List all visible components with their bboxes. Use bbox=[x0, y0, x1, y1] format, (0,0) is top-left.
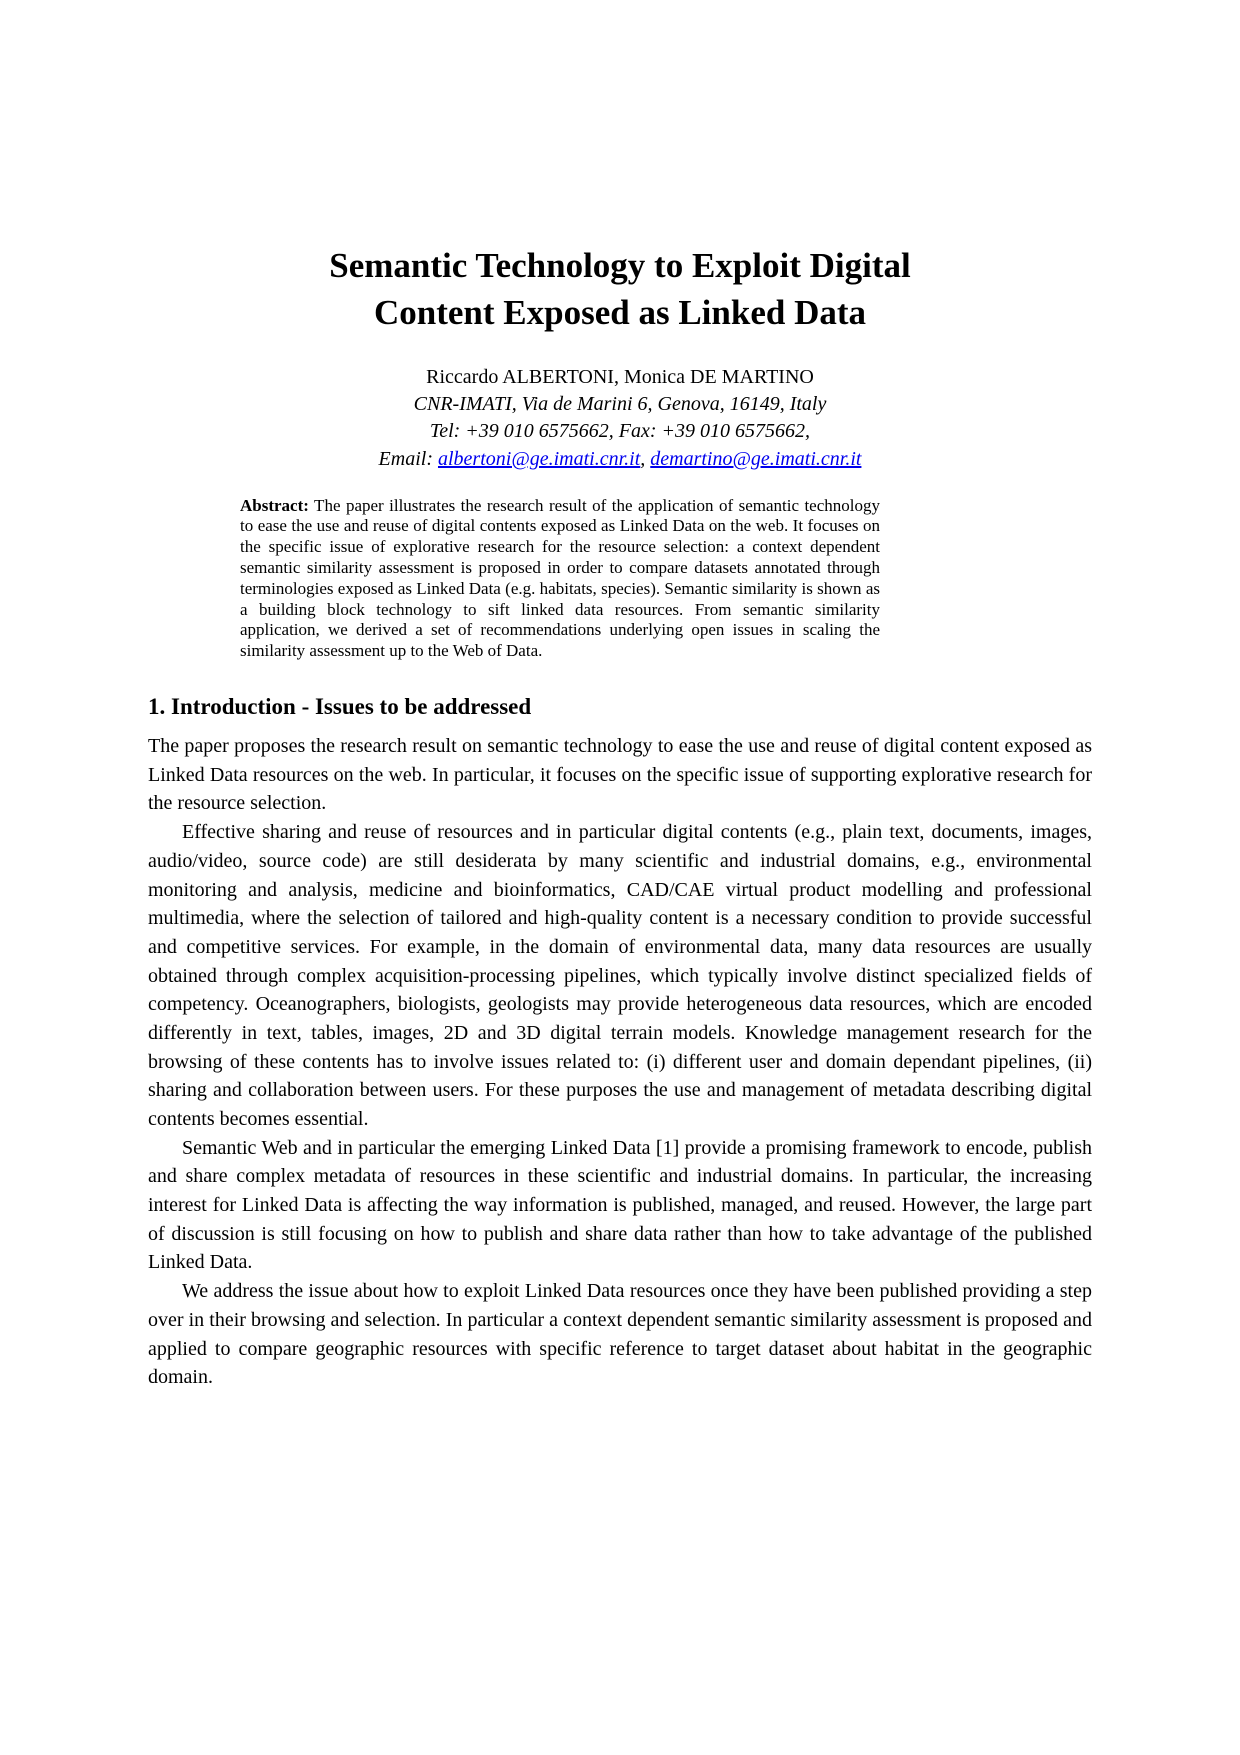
author-block bbox=[148, 363, 1092, 474]
paragraph-4: We address the issue about how to exploit Linked Data resources once they have been published providing a step over in their browsing and selection. In particular a context dependent semantic similarity assessment is proposed and applied to compare geographic resources with specific reference to target dataset about habitat in the geographic domain. bbox=[148, 1280, 1092, 1389]
paragraph-2: Effective sharing and reuse of resources and in particular digital contents (e.g., plain text, documents, images, audio/video, source code) are still desiderata by many scientific and industrial domains, e.g., environmental monitoring and analysis, medicine and bioinformatics, CAD/CAE virtual product modelling and professional multimedia, where the selection of tailored and high-quality content is a necessary condition to provide successful and competitive services. For example, in the domain of environmental data, many data resources are usually obtained through complex acquisition-processing pipelines, which typically involve distinct specialized fields of competency. Oceanographers, biologists, geologists may provide heterogeneous data resources, which are encoded differently in text, tables, images, 2D and 3D digital terrain models. Knowledge management research for the browsing of these contents has to involve issues related to: (i) different user and domain dependant pipelines, (ii) sharing and collaboration between users. For these purposes the use and management of metadata describing digital contents becomes essential. bbox=[148, 821, 1092, 1130]
email-label: Email: bbox=[378, 447, 438, 470]
paragraph-3: Semantic Web and in particular the emerging Linked Data [1] provide a promising framework to encode, publish and share complex metadata of resources in these scientific and industrial domains. In particular, the increasing interest for Linked Data is affecting the way information is published, managed, and reused. However, the large part of discussion is still focusing on how to publish and share data rather than how to take advantage of the published Linked Data. bbox=[148, 1136, 1092, 1274]
email-separator: , bbox=[640, 447, 651, 470]
paper-title-line1: Semantic Technology to Exploit Digital bbox=[329, 246, 911, 285]
affiliation-line: CNR-IMATI, Via de Marini 6, Genova, 16149, Italy bbox=[413, 392, 827, 415]
abstract bbox=[240, 496, 880, 663]
email-line bbox=[148, 446, 1092, 474]
phone-fax-line: Tel: +39 010 6575662, Fax: +39 010 6575662, bbox=[429, 420, 811, 443]
section-heading-introduction: 1. Introduction - Issues to be addressed bbox=[148, 694, 532, 720]
paper-title bbox=[148, 243, 1092, 337]
paragraph-1: The paper proposes the research result on semantic technology to ease the use and reuse of digital content exposed as Linked Data resources on the web. In particular, it focuses on the specific issue of supporting explorative research for the resource selection. bbox=[148, 735, 1092, 815]
email-link-demartino[interactable]: demartino@ge.imati.cnr.it bbox=[650, 447, 862, 470]
paper-title-line2: Content Exposed as Linked Data bbox=[373, 292, 867, 332]
abstract-label: Abstract: bbox=[240, 495, 309, 515]
abstract-text: The paper illustrates the research result of the application of semantic technology to ease the use and reuse of digital contents exposed as Linked Data on the web. It focuses on the specific issue of explorative research for the resource selection: a context dependent semantic similarity assessment is proposed in order to compare datasets annotated through terminologies exposed as Linked Data (e.g. habitats, species). Semantic similarity is shown as a building block technology to sift linked data resources. From semantic similarity application, we derived a set of recommendations underlying open issues in scaling the similarity assessment up to the Web of Data. bbox=[240, 495, 880, 661]
authors-line: Riccardo ALBERTONI, Monica DE MARTINO bbox=[426, 365, 814, 388]
email-link-albertoni[interactable]: albertoni@ge.imati.cnr.it bbox=[437, 447, 641, 470]
